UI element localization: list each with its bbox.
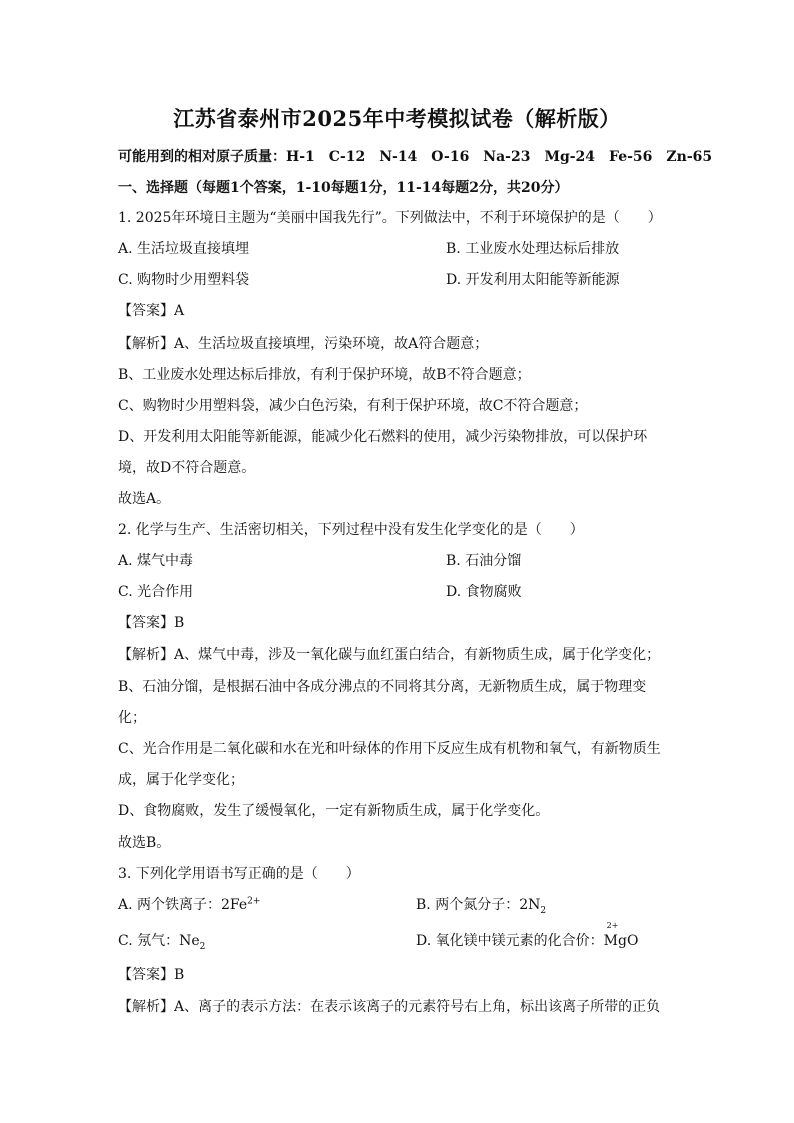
q2-explanation-2b: 化； — [118, 710, 146, 726]
q2-answer: 【答案】B — [118, 615, 185, 631]
q3-option-b-text: B. 两个氮分子：2N — [416, 897, 541, 913]
q3-option-d-valence: 2+ — [606, 921, 619, 930]
q2-explanation-1: 【解析】A、煤气中毒，涉及一氧化碳与血红蛋白结合，有新物质生成，属于化学变化； — [118, 647, 661, 663]
q1-option-a: A. 生活垃圾直接填埋 — [118, 241, 250, 257]
q3-option-a — [118, 894, 260, 914]
atomic-masses: 可能用到的相对原子质量：H-1 C-12 N-14 O-16 Na-23 Mg-24 Fe-56 Zn-65 — [118, 149, 713, 165]
q1-choose: 故选A。 — [118, 491, 171, 507]
q1-option-b: B. 工业废水处理达标后排放 — [446, 241, 620, 257]
q1-answer: 【答案】A — [118, 303, 185, 319]
q2-option-a: A. 煤气中毒 — [118, 553, 194, 569]
q3-option-b — [416, 894, 546, 916]
q3-option-c-text: C. 氖气：Ne — [118, 933, 200, 949]
q2-option-c: C. 光合作用 — [118, 584, 194, 600]
q3-option-c — [118, 930, 205, 952]
q1-explanation-4a: D、开发利用太阳能等新能源，能减少化石燃料的使用，减少污染物排放，可以保护环 — [118, 429, 648, 445]
q3-stem: 3. 下列化学用语书写正确的是（ ） — [118, 866, 360, 882]
q1-explanation-3: C、购物时少用塑料袋，减少白色污染，有利于保护环境，故C不符合题意； — [118, 398, 588, 414]
q2-stem: 2. 化学与生产、生活密切相关，下列过程中没有发生化学变化的是（ ） — [118, 522, 584, 538]
q3-option-d-formula — [603, 921, 639, 949]
q2-option-b: B. 石油分馏 — [446, 553, 522, 569]
q2-choose: 故选B。 — [118, 835, 171, 851]
q3-option-a-charge: 2+ — [247, 896, 261, 907]
q1-option-c: C. 购物时少用塑料袋 — [118, 272, 250, 288]
q2-explanation-4: D、食物腐败，发生了缓慢氧化，一定有新物质生成，属于化学变化。 — [118, 803, 550, 819]
q3-option-d — [416, 921, 639, 950]
q3-option-a-text: A. 两个铁离子：2Fe — [118, 897, 248, 913]
section-heading: 一、选择题（每题1个答案，1-10每题1分，11-14每题2分，共20分） — [118, 180, 569, 196]
q1-explanation-1: 【解析】A、生活垃圾直接填埋，污染环境，故A符合题意； — [118, 336, 489, 352]
q3-option-d-text: D. 氧化镁中镁元素的化合价： — [416, 933, 604, 949]
q2-explanation-2a: B、石油分馏，是根据石油中各成分沸点的不同将其分离，无新物质生成，属于物理变 — [118, 679, 647, 695]
q3-option-c-subscript: 2 — [199, 941, 206, 952]
q2-option-d: D. 食物腐败 — [446, 584, 522, 600]
q1-stem: 1. 2025年环境日主题为“美丽中国我先行”。下列做法中，不利于环境保护的是（ ） — [118, 210, 662, 226]
q3-option-b-subscript: 2 — [540, 905, 547, 916]
q1-option-d: D. 开发利用太阳能等新能源 — [446, 272, 620, 288]
q1-explanation-2: B、工业废水处理达标后排放，有利于保护环境，故B不符合题意； — [118, 367, 531, 383]
page-title: 江苏省泰州市2025年中考模拟试卷（解析版） — [173, 106, 621, 131]
q3-option-d-formula-text: MgO — [603, 933, 639, 949]
q3-answer: 【答案】B — [118, 967, 185, 983]
q3-explanation-1: 【解析】A、离子的表示方法：在表示该离子的元素符号右上角，标出该离子所带的正负 — [118, 999, 661, 1015]
q2-explanation-3a: C、光合作用是二氧化碳和水在光和叶绿体的作用下反应生成有机物和氧气，有新物质生 — [118, 741, 661, 757]
q1-explanation-4b: 境，故D不符合题意。 — [118, 460, 256, 476]
q2-explanation-3b: 成，属于化学变化； — [118, 772, 244, 788]
